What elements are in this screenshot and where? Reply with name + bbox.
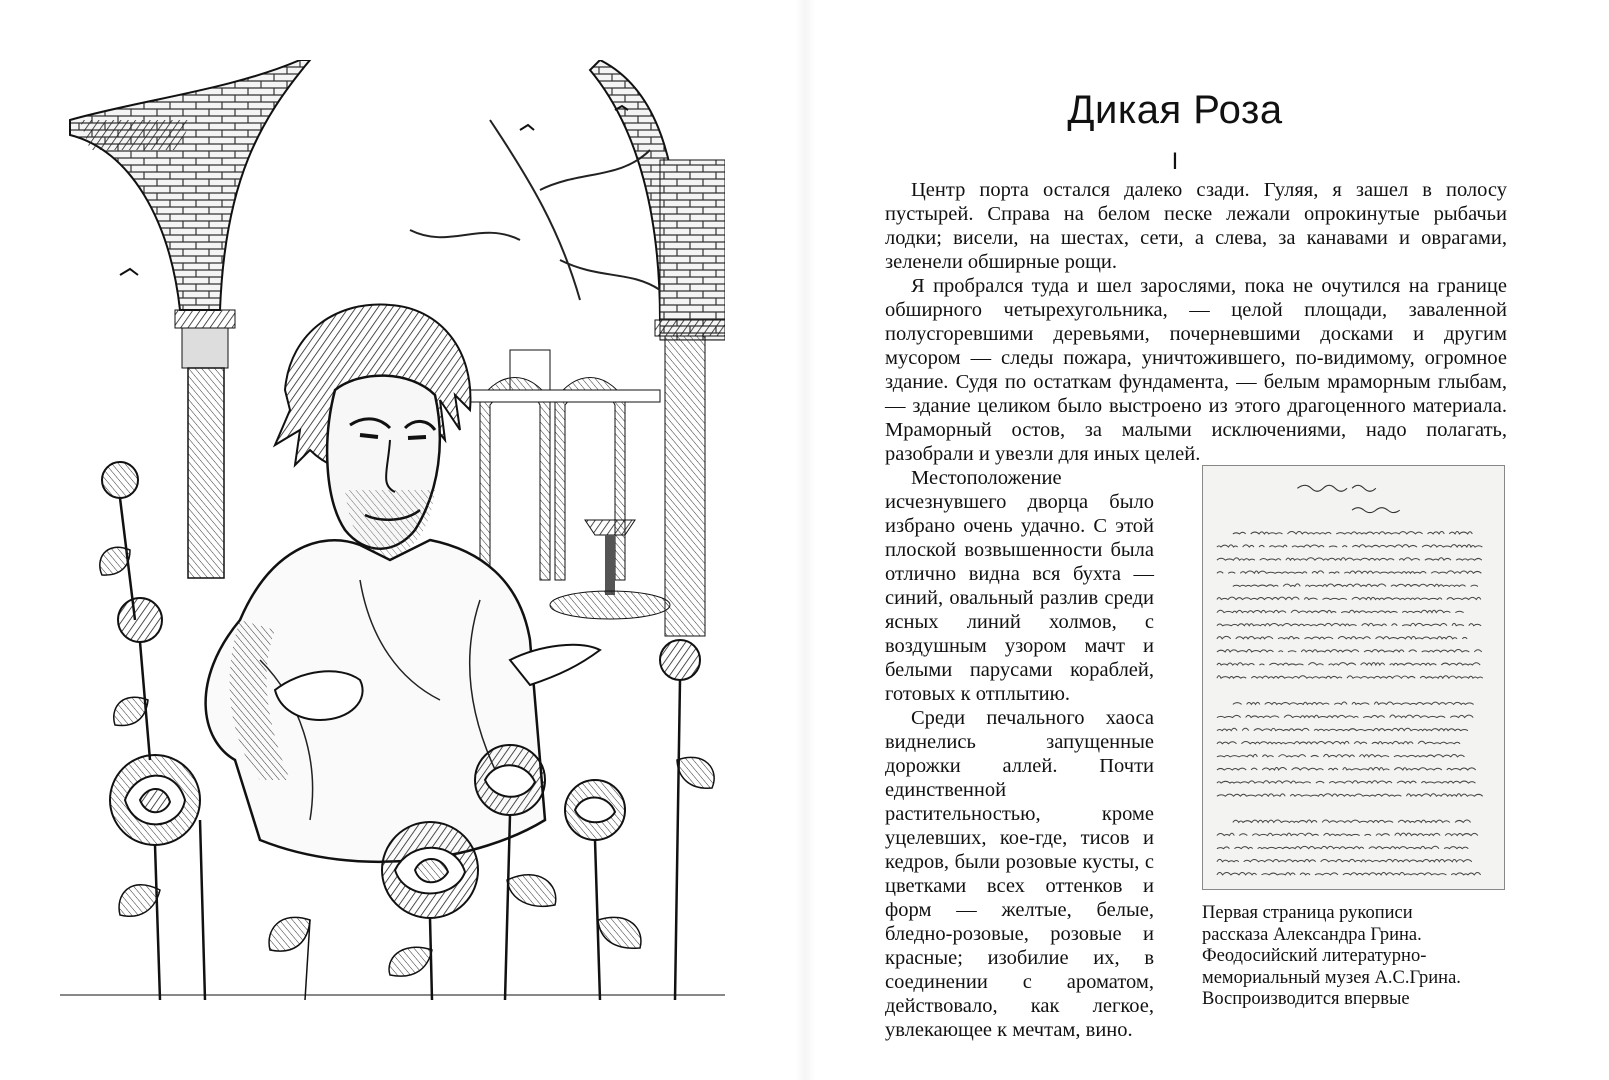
handwriting-line <box>1217 649 1487 651</box>
handwriting-line <box>1217 571 1481 573</box>
handwriting-line <box>1217 872 1481 874</box>
paragraph: Местоположение исчезнувшего дворца было избрано очень удачно. С этой плоской возвышенности была отлично видна вся бухта — синий, овальный разлив среди ясных линий холмов, с воздушным узором мачт и белыми парусами кораблей, готовых к отплытию. <box>885 467 1154 705</box>
manuscript-handwriting <box>1203 466 1504 889</box>
paragraph: Среди печального хаоса виднелись запущенные дорожки аллей. Почти единственной растительностью, кроме уцелевших, кое-где, тисов и кедров, были розовые кусты, с цветками всех оттенков и форм — желтые, белые, бледно-розовые, розовые и красные; изобилие их, в соединении с ароматом, действовало, как легкое, увлекающее к мечтам, вино. <box>885 707 1154 1041</box>
handwriting-line <box>1217 623 1481 625</box>
caption-line: мемориальный музея А.С.Грина. <box>1202 967 1461 988</box>
handwriting-line <box>1217 636 1472 638</box>
manuscript-image <box>1202 465 1505 890</box>
handwriting-line <box>1217 610 1464 612</box>
handwriting-line <box>1217 846 1468 848</box>
handwriting-line <box>1217 715 1473 717</box>
handwriting-line <box>1217 859 1477 861</box>
paragraph: Я пробрался туда и шел зарослями, пока не очутился на границе обширного четырехугольника, — целой площади, заваленной полусгоревшими деревьями, почерневшими досками и другим мусором — следы пожара, уничтожившего, по-видимому, огромное здание. Судя по остаткам фундамента, — белым мраморным глыбам, — здание целиком было выстроено из этого драгоценного материала. Мраморный остов, за малыми исключениями, надо полагать, разобрали и увезли для иных целей. <box>885 275 1507 465</box>
book-gutter <box>795 0 815 1080</box>
story-title: Дикая Роза <box>1067 88 1283 132</box>
handwriting-line <box>1217 794 1483 796</box>
handwriting-line <box>1233 531 1473 533</box>
handwriting-line <box>1217 741 1465 743</box>
caption-line: Воспроизводится впервые <box>1202 989 1410 1009</box>
handwriting-line <box>1217 768 1476 770</box>
story-illustration <box>60 60 725 1000</box>
manuscript-caption <box>1202 903 1512 1011</box>
caption-line: Первая страница рукописи <box>1202 903 1413 923</box>
handwriting-line <box>1217 676 1483 678</box>
handwriting-line <box>1217 597 1481 599</box>
handwriting-line <box>1217 781 1481 783</box>
handwriting-line <box>1217 754 1465 756</box>
handwriting-lines <box>1217 531 1487 874</box>
handwriting-line <box>1217 663 1480 665</box>
handwriting-line <box>1217 728 1468 730</box>
handwriting-line <box>1217 558 1487 560</box>
illustration-drawing <box>60 60 725 1000</box>
caption-line: рассказа Александра Грина. <box>1202 924 1422 945</box>
paragraph: Центр порта остался далеко сзади. Гуляя, я зашел в полосу пустырей. Справа на белом песке лежали опрокинутые рыбачьи лодки; висели, на шестах, сети, а слева, за канавами и оврагами, зеленели обширные рощи. <box>885 179 1507 273</box>
handwriting-line <box>1217 833 1478 835</box>
caption-line: Феодосийский литературно- <box>1202 946 1427 966</box>
handwriting-line <box>1233 584 1483 586</box>
handwriting-line <box>1233 702 1474 704</box>
chapter-number: I <box>1171 148 1179 175</box>
handwriting-line <box>1233 820 1471 822</box>
handwriting-line <box>1217 545 1482 547</box>
